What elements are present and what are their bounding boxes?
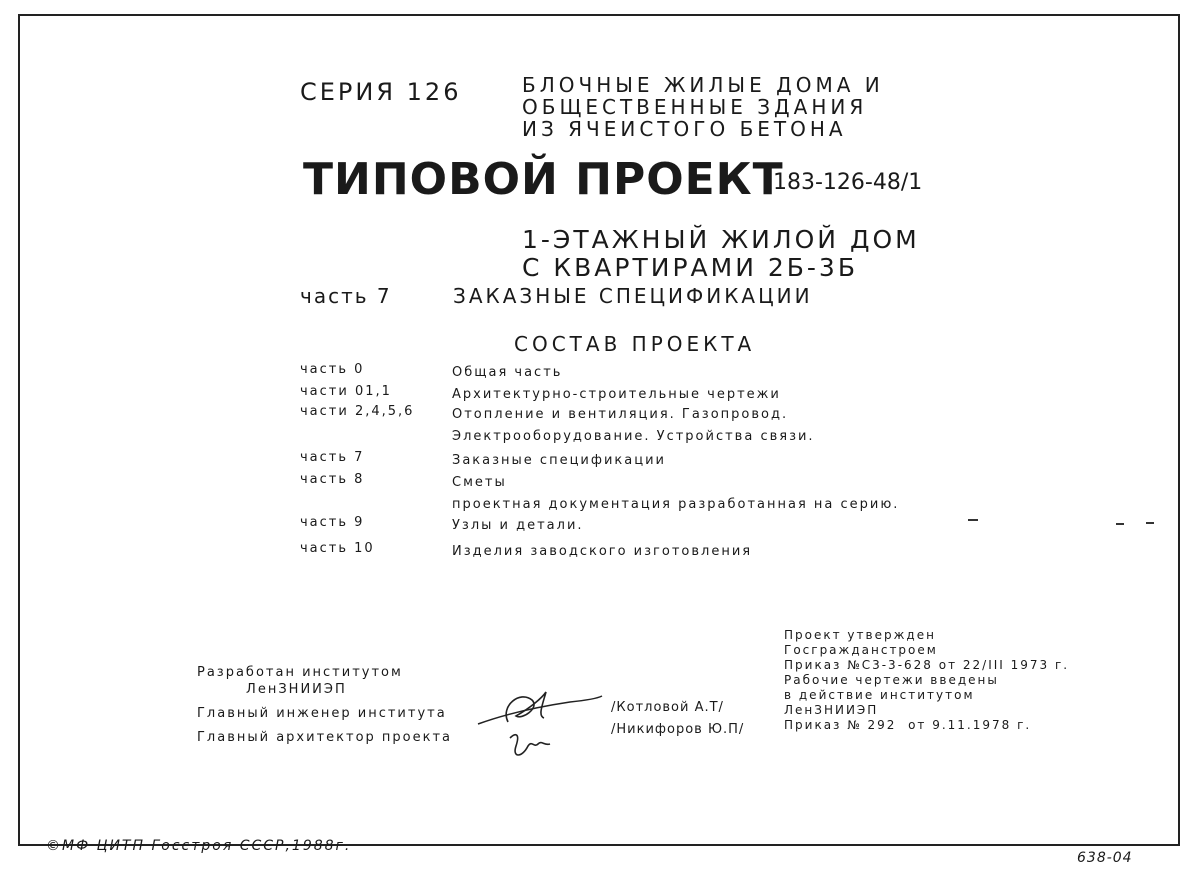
part-title: ЗАКАЗНЫЕ СПЕЦИФИКАЦИИ — [453, 284, 813, 308]
chief-engineer-role: Главный инженер института — [197, 706, 447, 721]
contents-row-text: Отопление и вентиляция. Газопровод. Электрооборудование. Устройства связи. — [452, 407, 815, 444]
approval-note: Проект утвержден Госгражданстроем Приказ №С3-3-628 от 22/III 1973 г. Рабочие чертежи введены в действие институтом ЛенЗНИИЭП Приказ № 292 от 9.11.1978 г. — [784, 628, 1070, 732]
series-label: СЕРИЯ 126 — [300, 78, 462, 106]
contents-row-text: Архитектурно-строительные чертежи — [452, 387, 781, 402]
contents-row-label: часть 9 — [300, 515, 365, 530]
scan-mark — [1146, 522, 1154, 524]
contents-heading: СОСТАВ ПРОЕКТА — [514, 332, 756, 356]
house-title: 1-ЭТАЖНЫЙ ЖИЛОЙ ДОМ С КВАРТИРАМИ 2Б-3Б — [522, 225, 920, 282]
contents-row-text: Сметы проектная документация разработанная на серию. — [452, 475, 900, 512]
contents-row-text: Изделия заводского изготовления — [452, 544, 753, 559]
signature-graphic — [470, 686, 610, 766]
contents-row-label: часть 8 — [300, 472, 365, 487]
scan-mark — [1116, 523, 1124, 525]
developer-text: Разработан институтом ЛенЗНИИЭП — [197, 665, 403, 697]
chief-engineer-name: /Котловой А.Т/ — [611, 700, 724, 715]
contents-row-label: часть 7 — [300, 450, 365, 465]
contents-row-label: часть 0 — [300, 362, 365, 377]
sheet-code: 638-04 — [1077, 850, 1133, 866]
contents-row-text: Общая часть — [452, 365, 563, 380]
contents-row-text: Заказные спецификации — [452, 453, 666, 468]
contents-row-text: Узлы и детали. — [452, 518, 584, 533]
scan-mark — [968, 519, 978, 521]
series-title: БЛОЧНЫЕ ЖИЛЫЕ ДОМА И ОБЩЕСТВЕННЫЕ ЗДАНИЯ ИЗ ЯЧЕИСТОГО БЕТОНА — [522, 73, 884, 141]
project-title: ТИПОВОЙ ПРОЕКТ — [303, 154, 784, 205]
contents-row-label: часть 10 — [300, 541, 375, 556]
project-code: 183-126-48/1 — [773, 170, 923, 195]
contents-row-label: части 2,4,5,6 — [300, 404, 415, 419]
copyright-stamp: ©МФ ЦИТП Госстроя СССР,1988г. — [46, 838, 352, 854]
chief-architect-name: /Никифоров Ю.П/ — [611, 722, 745, 737]
part-label: часть 7 — [300, 284, 392, 308]
contents-row-label: части 01,1 — [300, 384, 392, 399]
chief-architect-role: Главный архитектор проекта — [197, 730, 452, 745]
